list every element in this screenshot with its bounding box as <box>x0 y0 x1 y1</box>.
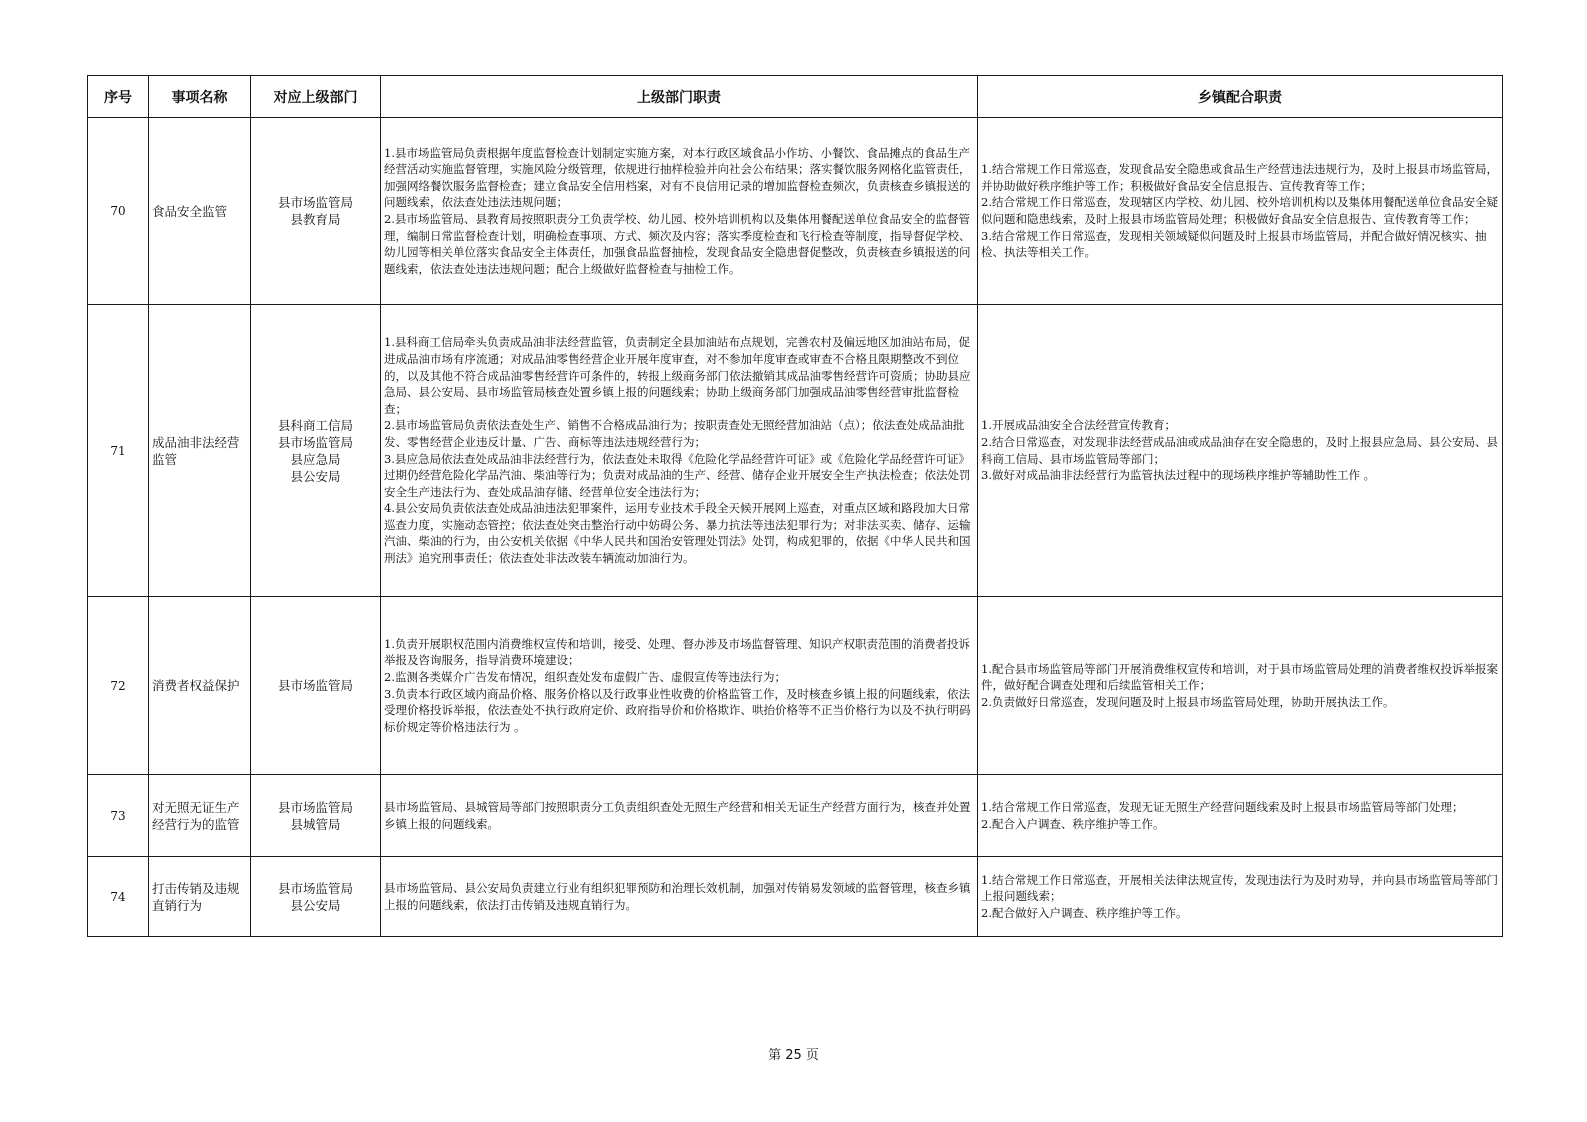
upper-duty <box>381 305 978 597</box>
duty-clause: 1.结合常规工作日常巡查，开展相关法律法规宣传，发现违法行为及时劝导，并向县市场监管局等部门上报问题线索； <box>981 872 1498 904</box>
table-row <box>88 597 1503 775</box>
header-row <box>88 76 1503 118</box>
duty-clause: 1.县市场监管局负责根据年度监督检查计划制定实施方案，对本行政区域食品小作坊、小餐饮、食品摊点的食品生产经营活动实施监督管理，实施风险分级管理，依规进行抽样检验并向社会公布结果；落实餐饮服务网格化监管责任，加强网络餐饮服务监督检查；建立食品安全信用档案，对有不良信用记录的增加监督检查频次，负责核查乡镇报送的问题线索，依法查处违法违规问题； <box>384 145 971 210</box>
department: 县市场监管局 <box>277 195 353 210</box>
item-name: 食品安全监管 <box>149 118 251 305</box>
department: 县教育局 <box>290 212 341 227</box>
header-dept: 对应上级部门 <box>251 76 381 118</box>
town-duty <box>978 118 1503 305</box>
header-upper-duty: 上级部门职责 <box>381 76 978 118</box>
duty-clause: 2.县市场监管局负责依法查处生产、销售不合格成品油行为；按职责查处无照经营加油站（点）；依法查处成品油批发、零售经营企业违反计量、广告、商标等违法违规经营行为； <box>384 418 965 449</box>
item-name: 成品油非法经营监管 <box>149 305 251 597</box>
upper-duty <box>381 857 978 937</box>
upper-departments <box>251 118 381 305</box>
table-row <box>88 857 1503 937</box>
town-duty <box>978 597 1503 775</box>
upper-duty <box>381 597 978 775</box>
upper-departments <box>251 857 381 937</box>
item-name: 消费者权益保护 <box>149 597 251 775</box>
duty-clause: 县市场监管局、县城管局等部门按照职责分工负责组织查处无照生产经营和相关无证生产经营方面行为，核查并处置乡镇上报的问题线索。 <box>384 799 971 831</box>
department: 县市场监管局 <box>277 880 353 896</box>
item-name: 打击传销及违规直销行为 <box>149 857 251 937</box>
table-row <box>88 118 1503 305</box>
town-duty <box>978 857 1503 937</box>
duty-clause: 3.县应急局依法查处成品油非法经营行为，依法查处未取得《危险化学品经营许可证》或《危险化学品经营许可证》过期仍经营危险化学品汽油、柴油等行为；负责对成品油的生产、经营、储存企业开展安全生产执法检查；依法处罚安全生产违法行为、查处成品油存储、经营单位安全违法行为； <box>384 451 971 499</box>
duty-table <box>87 75 1503 937</box>
duty-clause: 1.结合常规工作日常巡查，发现无证无照生产经营问题线索及时上报县市场监管局等部门处理； <box>981 799 1464 814</box>
table-row <box>88 305 1503 597</box>
upper-duty <box>381 118 978 305</box>
department: 县应急局 <box>290 451 341 467</box>
duty-clause: 1.负责开展职权范围内消费维权宣传和培训，接受、处理、督办涉及市场监督管理、知识产权职责范围的消费者投诉举报及咨询服务，指导消费环境建设； <box>384 636 970 668</box>
town-duty <box>978 775 1503 857</box>
item-name: 对无照无证生产经营行为的监管 <box>149 775 251 857</box>
upper-duty <box>381 775 978 857</box>
duty-clause: 2.结合日常巡查，对发现非法经营成品油或成品油存在安全隐患的，及时上报县应急局、县公安局、县科商工信局、县市场监管局等部门； <box>981 434 1498 466</box>
duty-clause: 县市场监管局、县公安局负责建立行业有组织犯罪预防和治理长效机制，加强对传销易发领域的监督管理，核查乡镇上报的问题线索，依法打击传销及违规直销行为。 <box>384 880 971 912</box>
duty-clause: 4.县公安局负责依法查处成品油违法犯罪案件，运用专业技术手段全天候开展网上巡查，对重点区域和路段加大日常巡查力度，实施动态管控；依法查处突击整治行动中妨碍公务、暴力抗法等违法犯罪行为；对非法买卖、储存、运输汽油、柴油的行为，由公安机关依据《中华人民共和国治安管理处罚法》处罚，构成犯罪的，依据《中华人民共和国刑法》追究刑事责任；依法查处非法改装车辆流动加油行为。 <box>384 501 971 566</box>
duty-clause: 2.配合入户调查、秩序维护等工作。 <box>981 816 1165 831</box>
department: 县市场监管局 <box>277 799 353 815</box>
duty-clause: 1.开展成品油安全合法经营宣传教育； <box>981 418 1176 433</box>
header-name: 事项名称 <box>149 76 251 118</box>
duty-clause: 2.负责做好日常巡查，发现问题及时上报县市场监管局处理，协助开展执法工作。 <box>981 694 1395 709</box>
department: 县市场监管局 <box>277 678 353 693</box>
department: 县科商工信局 <box>277 417 353 433</box>
duty-clause: 3.结合常规工作日常巡查，发现相关领域疑似问题及时上报县市场监管局，并配合做好情况核实、抽检、执法等相关工作。 <box>981 228 1487 260</box>
department: 县市场监管局 <box>277 434 353 450</box>
row-number: 70 <box>88 118 149 305</box>
duty-clause: 3.做好对成品油非法经营行为监管执法过程中的现场秩序维护等辅助性工作 。 <box>981 468 1376 483</box>
duty-clause: 2.结合常规工作日常巡查，发现辖区内学校、幼儿园、校外培训机构以及集体用餐配送单位食品安全疑似问题和隐患线索，及时上报县市场监管局处理；积极做好食品安全信息报告、宣传教育等工作； <box>981 195 1498 226</box>
upper-departments <box>251 305 381 597</box>
duty-clause: 2.县市场监管局、县教育局按照职责分工负责学校、幼儿园、校外培训机构以及集体用餐配送单位食品安全的监督管理，编制日常监督检查计划，明确检查事项、方式、频次及内容；落实季度检查和飞行检查等制度，指导督促学校、幼儿园等相关单位落实食品安全主体责任，加强食品监督抽检，发现食品安全隐患督促整改，负责核查乡镇报送的问题线索，依法查处违法违规问题；配合上级做好监督检查与抽检工作。 <box>384 212 971 276</box>
department: 县公安局 <box>290 468 341 484</box>
duty-clause: 1.结合常规工作日常巡查，发现食品安全隐患或食品生产经营违法违规行为，及时上报县市场监管局，并协助做好秩序维护等工作；积极做好食品安全信息报告、宣传教育等工作； <box>981 162 1498 193</box>
town-duty <box>978 305 1503 597</box>
duty-clause: 3.负责本行政区域内商品价格、服务价格以及行政事业性收费的价格监管工作，及时核查乡镇上报的问题线索，依法受理价格投诉举报，依法查处不执行政府定价、政府指导价和价格欺诈、哄抬价格等不正当价格行为以及不执行明码标价规定等价格违法行为 。 <box>384 686 971 734</box>
row-number: 72 <box>88 597 149 775</box>
duty-clause: 1.配合县市场监管局等部门开展消费维权宣传和培训，对于县市场监管局处理的消费者维权投诉举报案件，做好配合调查处理和后续监管相关工作； <box>981 661 1498 693</box>
duty-clause: 1.县科商工信局牵头负责成品油非法经营监管，负责制定全县加油站布点规划，完善农村及偏远地区加油站布局，促进成品油市场有序流通；对成品油零售经营企业开展年度审查，对不参加年度审查或审查不合格且限期整改不到位的，以及其他不符合成品油零售经营许可条件的，转报上级商务部门依法撤销其成品油零售经营许可资质；协助县应急局、县公安局、县市场监管局核查处置乡镇上报的问题线索；协助上级商务部门加强成品油零售经营审批监督检查； <box>384 335 971 416</box>
table-row <box>88 775 1503 857</box>
header-town-duty: 乡镇配合职责 <box>978 76 1503 118</box>
duty-clause: 2.配合做好入户调查、秩序维护等工作。 <box>981 905 1188 920</box>
row-number: 73 <box>88 775 149 857</box>
page-number: 第 25 页 <box>768 1048 819 1063</box>
row-number: 71 <box>88 305 149 597</box>
department: 县公安局 <box>290 897 341 913</box>
row-number: 74 <box>88 857 149 937</box>
upper-departments <box>251 775 381 857</box>
upper-departments <box>251 597 381 775</box>
department: 县城管局 <box>290 816 341 832</box>
header-no: 序号 <box>88 76 149 118</box>
duty-clause: 2.监测各类媒介广告发布情况，组织查处发布虚假广告、虚假宣传等违法行为； <box>384 669 786 684</box>
